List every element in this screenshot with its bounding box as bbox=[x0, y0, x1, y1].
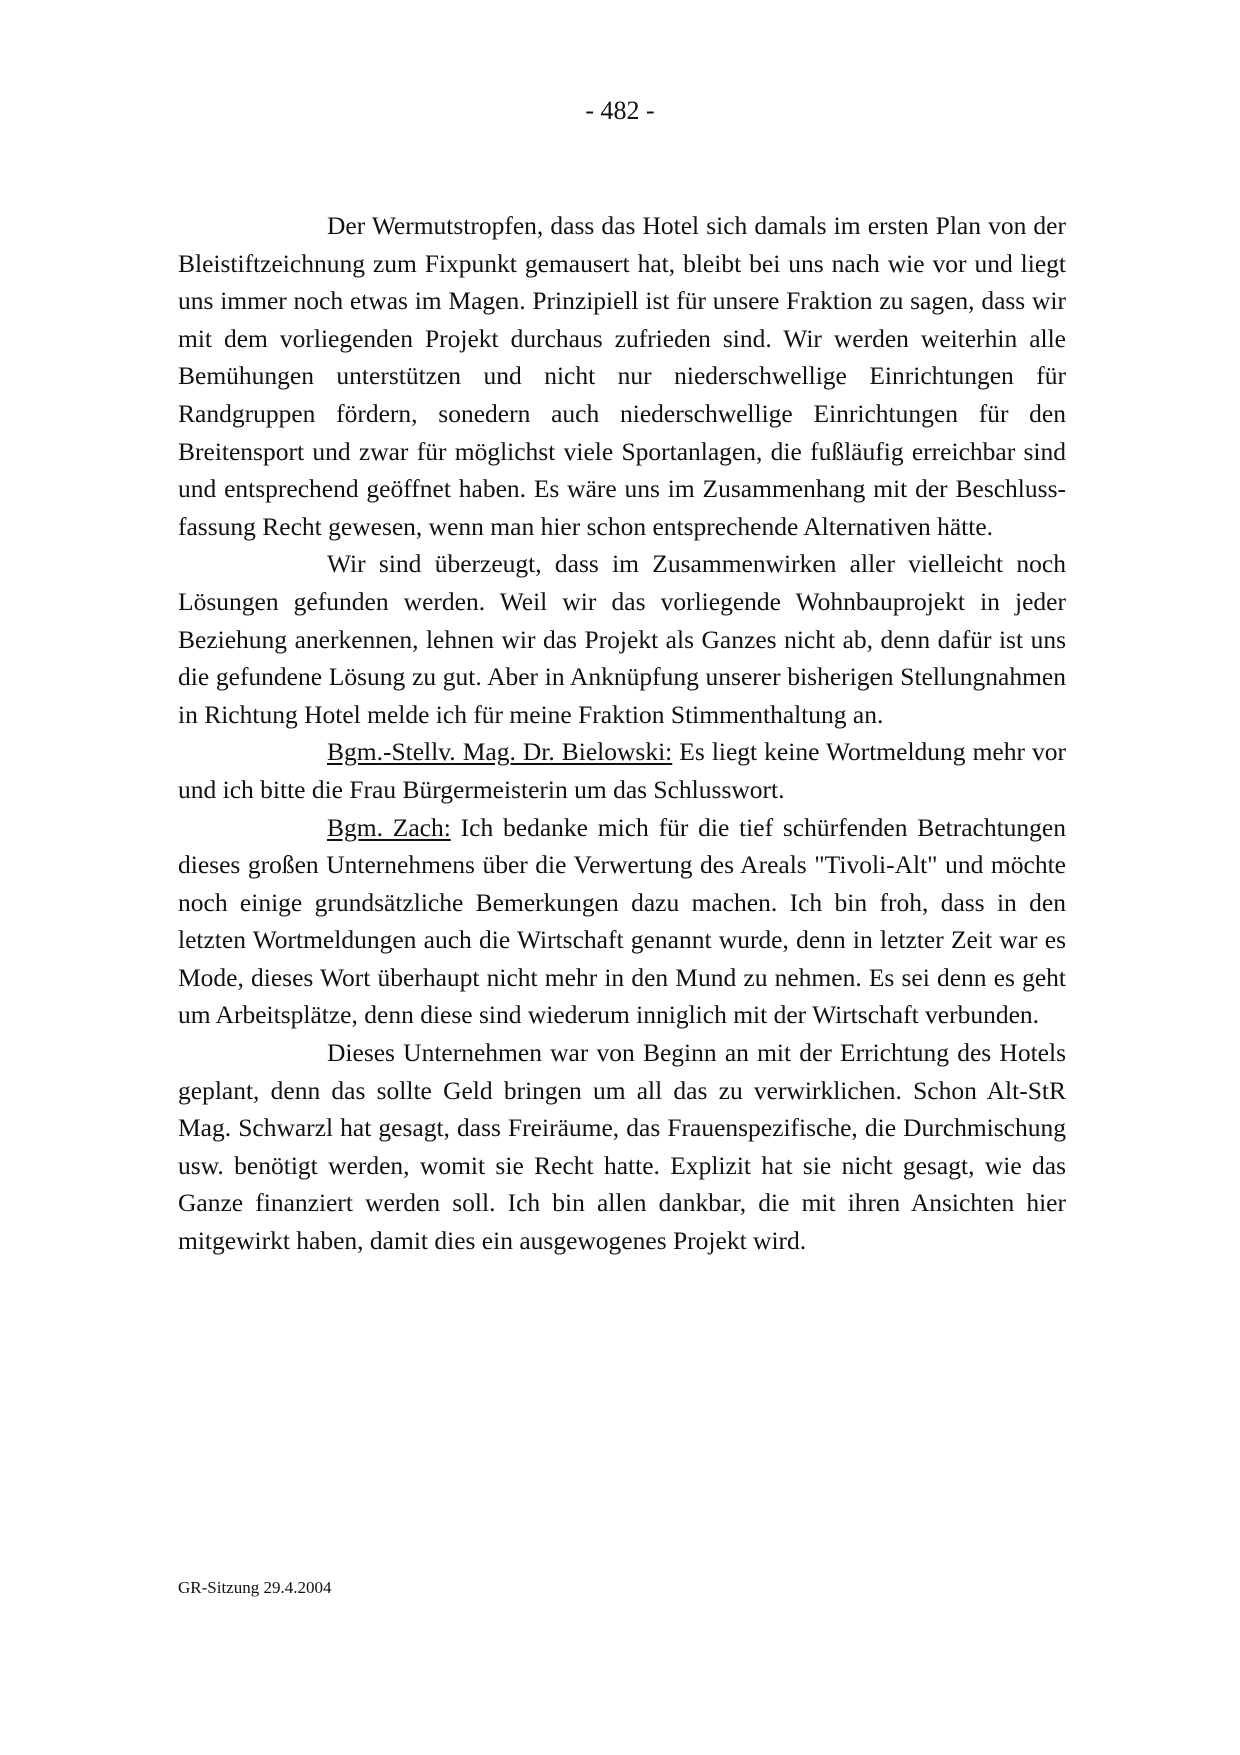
speaker-bielowski: Bgm.-Stellv. Mag. Dr. Bielowski: bbox=[327, 737, 673, 767]
paragraph-5 bbox=[178, 1034, 1066, 1260]
paragraph-3-text: Es liegt keine Wortmeldung mehr vor und ich bitte die Frau Bürgermeisterin um das Schlusswort. bbox=[178, 737, 1066, 804]
paragraph-4 bbox=[178, 809, 1066, 1035]
paragraph-5-text: Dieses Unternehmen war von Beginn an mit der Errichtung des Hotels geplant, denn das sollte Geld bringen um all das zu verwirklichen. Schon Alt-StR Mag. Schwarzl hat gesagt, dass Freiräume, das Frauenspezifische, die Durchmischung usw. benötigt werden, womit sie Recht hatte. Explizit hat sie nicht gesagt, wie das Ganze finanziert werden soll. Ich bin allen dankbar, die mit ihren Ansichten hier mitgewirkt haben, damit dies ein ausgewogenes Projekt wird. bbox=[178, 1038, 1066, 1256]
page-number: - 482 - bbox=[585, 96, 655, 125]
paragraph-1 bbox=[178, 207, 1066, 545]
paragraph-2 bbox=[178, 545, 1066, 733]
document-body bbox=[178, 207, 1066, 1260]
paragraph-1-text: Der Wermutstropfen, dass das Hotel sich damals im ersten Plan von der Bleistiftzeichnung zum Fixpunkt gemausert hat, bleibt bei uns nach wie vor und liegt uns immer noch etwas im Magen. Prinzipiell ist für unsere Fraktion zu sagen, dass wir mit dem vorliegenden Projekt durchaus zufrieden sind. Wir werden weiterhin alle Bemühungen unterstützen und nicht nur niederschwellige Einrichtungen für Randgruppen fördern, sonedern auch niederschwellige Einrichtungen für den Breitensport und zwar für möglichst viele Sportanlagen, die fußläufig erreichbar sind und entsprechend geöffnet haben. Es wäre uns im Zusammenhang mit der Beschlussfassung Recht gewesen, wenn man hier schon entsprechende Alternativen hätte. bbox=[178, 211, 1066, 541]
footer-session-label: GR-Sitzung 29.4.2004 bbox=[178, 1578, 332, 1597]
paragraph-4-text: Ich bedanke mich für die tief schürfenden Betrachtungen dieses großen Unternehmens über die Verwertung des Areals "Tivoli-Alt" und möchte noch einige grundsätzliche Bemerkungen dazu machen. Ich bin froh, dass in den letzten Wortmeldungen auch die Wirtschaft genannt wurde, denn in letzter Zeit war es Mode, dieses Wort überhaupt nicht mehr in den Mund zu nehmen. Es sei denn es geht um Arbeitsplätze, denn diese sind wiederum inniglich mit der Wirtschaft verbunden. bbox=[178, 812, 1066, 1030]
paragraph-2-text: Wir sind überzeugt, dass im Zusammenwirken aller vielleicht noch Lösungen gefunden werden. Weil wir das vorliegende Wohnbauprojekt in jeder Beziehung anerkennen, lehnen wir das Projekt als Ganzes nicht ab, denn dafür ist uns die gefundene Lösung zu gut. Aber in Anknüpfung unserer bisherigen Stellungnahmen in Richtung Hotel melde ich für meine Fraktion Stimmenthaltung an. bbox=[178, 549, 1066, 729]
paragraph-3 bbox=[178, 733, 1066, 808]
speaker-zach: Bgm. Zach: bbox=[327, 812, 451, 842]
